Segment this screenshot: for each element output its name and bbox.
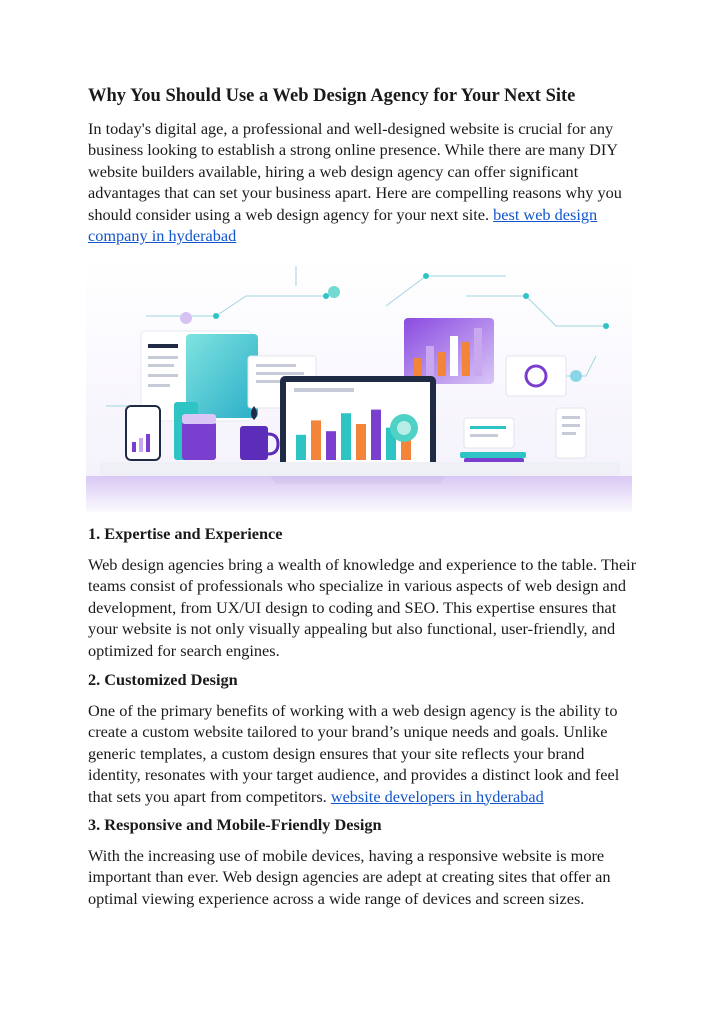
section-body: With the increasing use of mobile devices, having a responsive website is more important than ever. Web design agencies are adept at creating sites that offer an optimal viewing experience across a wide range of devices and screen sizes. [88, 846, 611, 908]
section-body: One of the primary benefits of working with a web design agency is the ability to create a custom website tailored to your brand’s unique needs and goals. Unlike generic templates, a custom design ensures that your site reflects your brand identity, resonates with your target audience, and provides a distinct look and feel that sets you apart from competitors. [88, 701, 620, 806]
desk-surface [100, 462, 620, 476]
analytics-panel-top [404, 318, 494, 384]
floating-dot-icon [328, 286, 340, 298]
panel-chart-bar [462, 342, 470, 376]
laptop-chart-bar [371, 410, 381, 460]
laptop-chart-bar [356, 424, 366, 460]
section-heading: 1. Expertise and Experience [88, 524, 283, 543]
laptop-chart-bar [326, 431, 336, 460]
gauge-icon-center [397, 421, 411, 435]
laptop-chart-bar [296, 435, 306, 460]
web-design-illustration [86, 256, 632, 512]
book-stack [460, 452, 526, 463]
phone [126, 406, 160, 460]
floating-dot-icon [180, 312, 192, 324]
section-heading: 3. Responsive and Mobile-Friendly Design [88, 815, 382, 834]
hero-illustration [86, 256, 632, 512]
intro-text: In today's digital age, a professional and well-designed website is crucial for any business looking to establish a strong online presence. While there are many DIY website builders available, hiring a web design agency can offer significant advantages that can set your business apart. Here are compelling reasons why you should consider using a web design agency for your next site. [88, 119, 622, 224]
section-heading: 2. Customized Design [88, 670, 238, 689]
laptop-chart-bar [341, 413, 351, 460]
floating-dot-icon [570, 370, 582, 382]
article-title: Why You Should Use a Web Design Agency for Your Next Site [88, 86, 576, 106]
intro-link[interactable]: best web design company in hyderabad [88, 204, 598, 246]
section-body: Web design agencies bring a wealth of knowledge and experience to the table. Their teams consist of professionals who specialize in various aspects of web design and development, from UX/UI design to coding and SEO. This expertise ensures that your website is not only visually appealing but also functional, user-friendly, and optimized for search engines. [88, 555, 637, 660]
panel-chart-bar [438, 352, 446, 376]
laptop-chart-bar [311, 420, 321, 460]
section-body-with-link [88, 700, 640, 807]
panel-chart-bar [474, 328, 482, 376]
panel-chart-bar [450, 336, 458, 376]
panel-chart-bar [414, 358, 422, 376]
panel-chart-bar [426, 346, 434, 376]
intro-paragraph [88, 118, 640, 246]
section-link[interactable]: website developers in hyderabad [330, 786, 544, 806]
desk-shadow [86, 476, 632, 512]
